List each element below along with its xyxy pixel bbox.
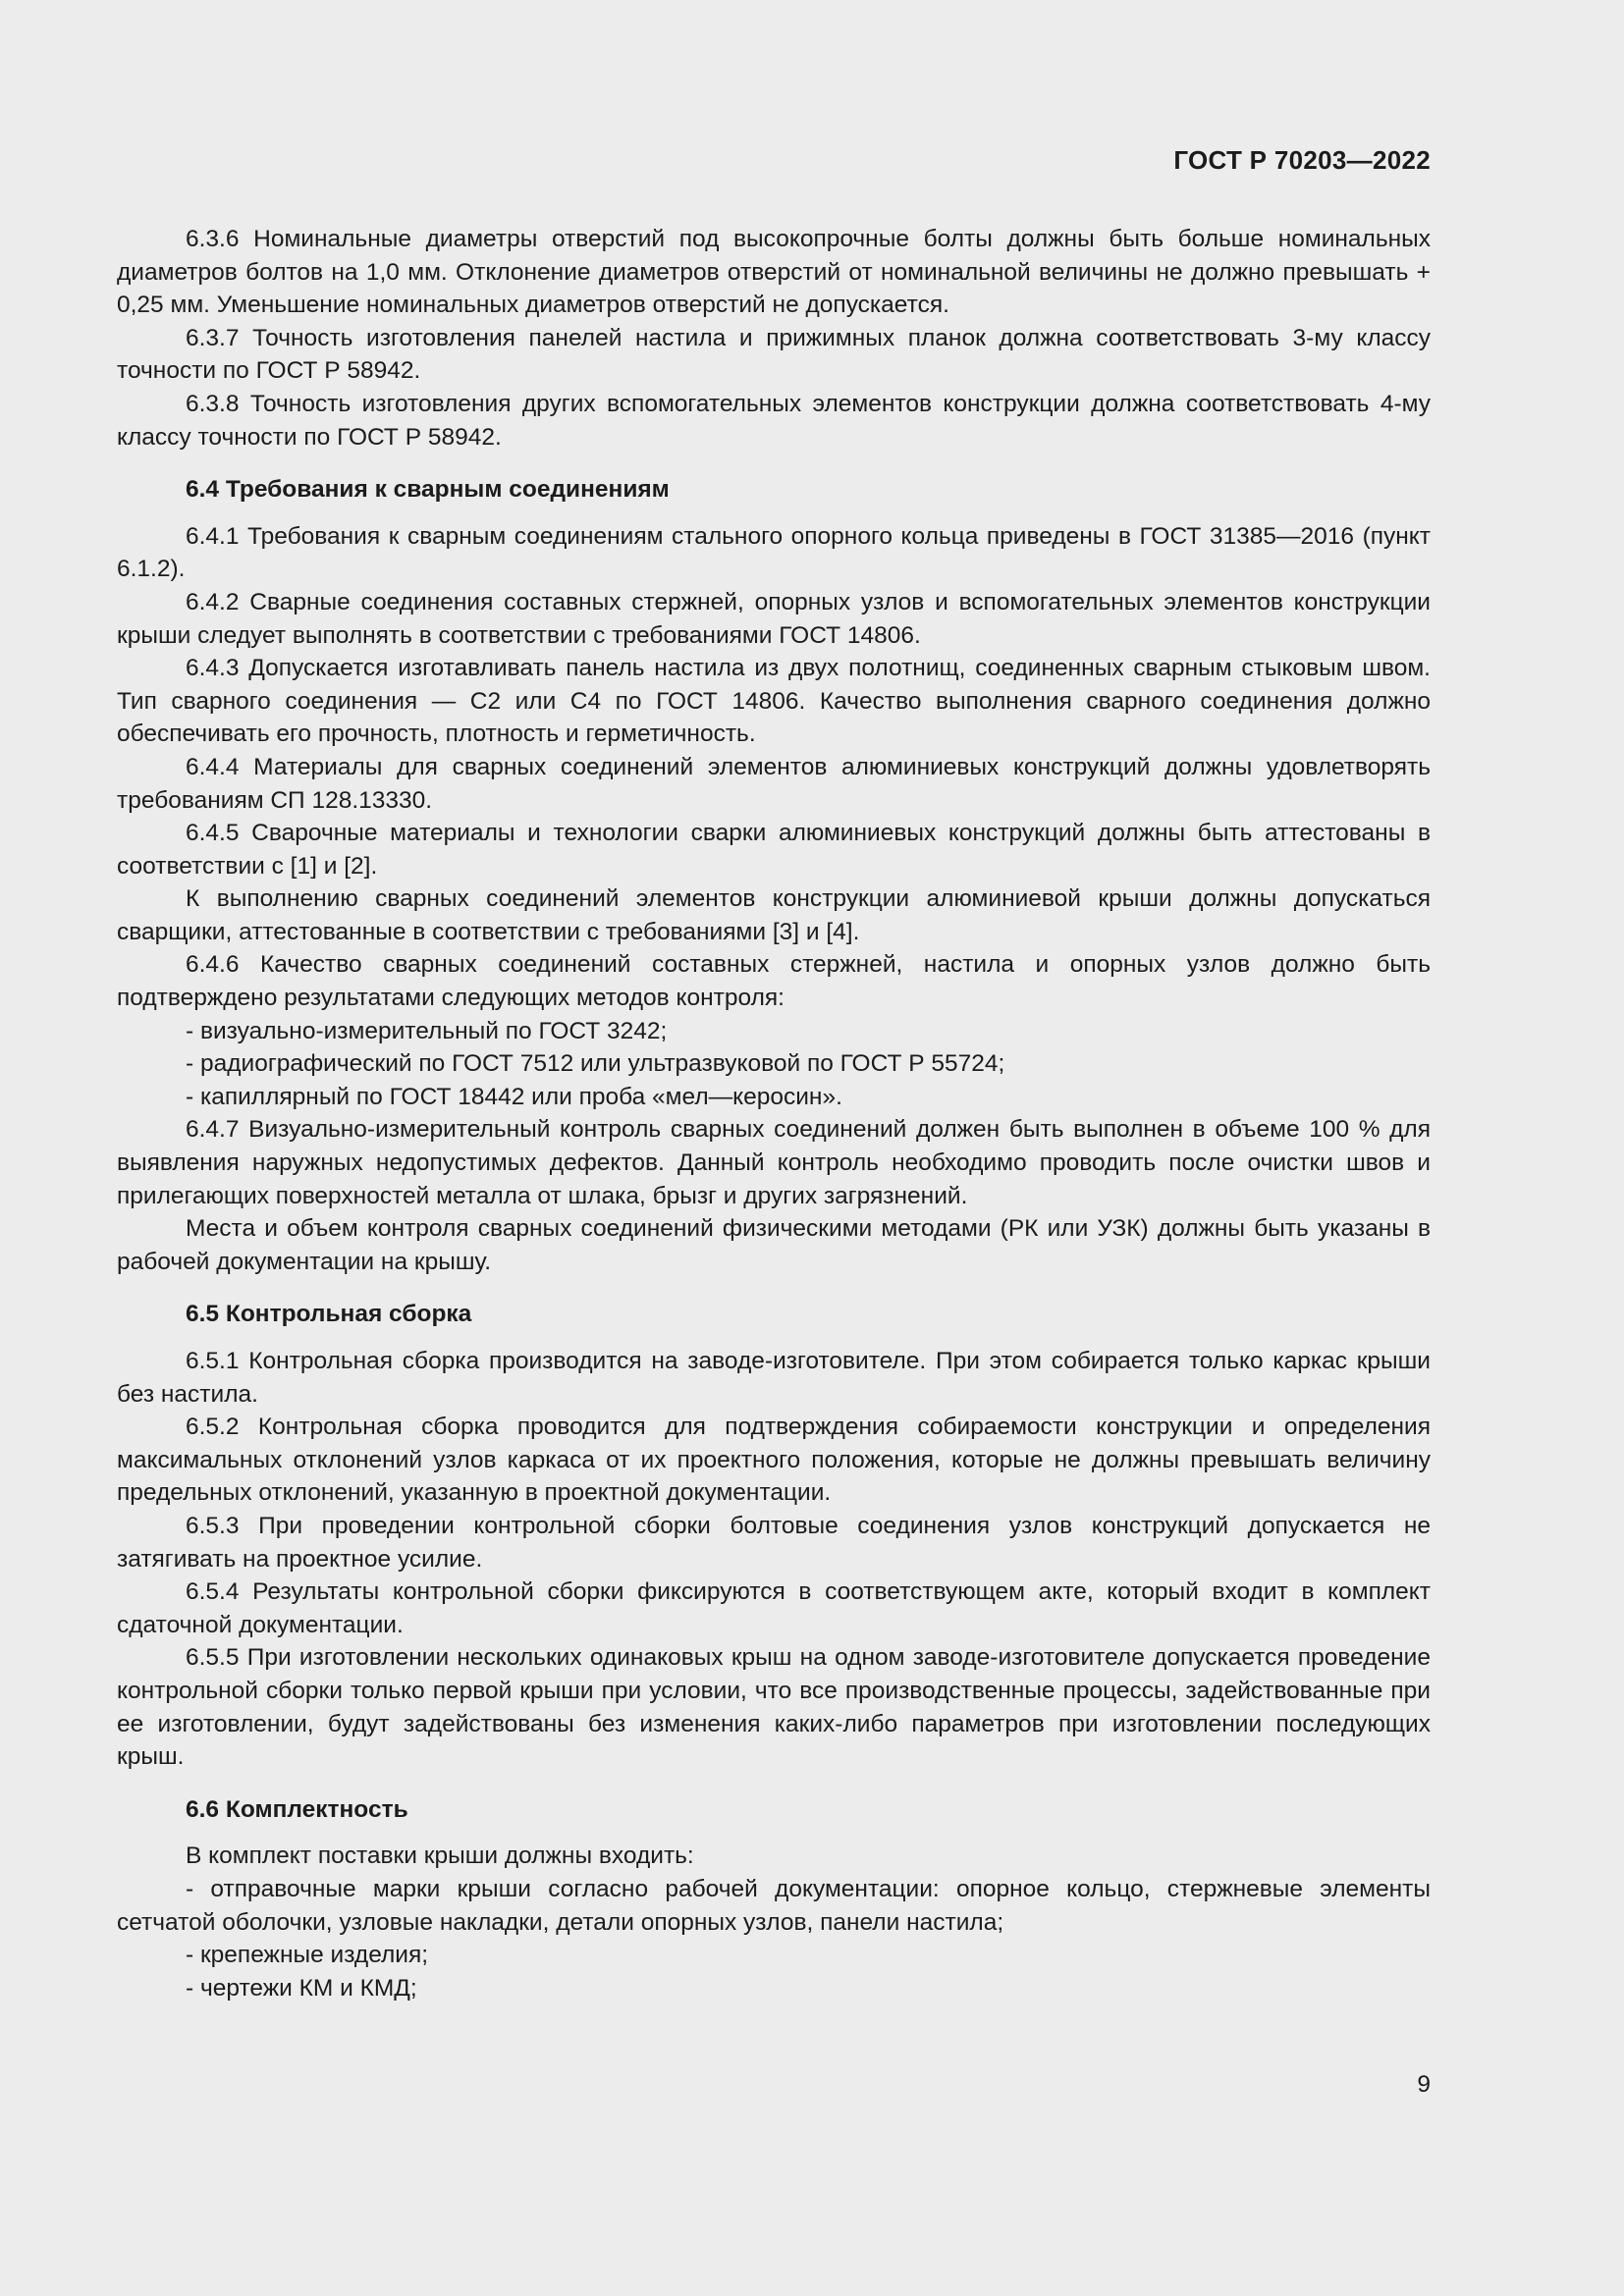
list-item: - крепежные изделия; — [186, 1942, 429, 1969]
clause-6-4-5-welders: К выполнению сварных соединений элементов конструкции алюминиевой крыши должны допускаться сварщики, аттестованные в соответствии с требованиями [3] и [4]. — [117, 885, 1431, 945]
clause-6-4-6: 6.4.6 Качество сварных соединений составных стержней, настила и опорных узлов должно быть подтверждено результатами следующих методов контроля: — [117, 951, 1431, 1012]
document-body — [117, 223, 1431, 2004]
clause-6-4-4: 6.4.4 Материалы для сварных соединений элементов алюминиевых конструкций должны удовлетворять требованиям СП 128.13330. — [117, 753, 1431, 814]
list-item: - радиографический по ГОСТ 7512 или ультразвуковой по ГОСТ Р 55724; — [186, 1050, 1005, 1078]
clause-6-5-3: 6.5.3 При проведении контрольной сборки болтовые соединения узлов конструкций допускается не затягивать на проектное усилие. — [117, 1512, 1431, 1573]
document-header: ГОСТ Р 70203—2022 — [1173, 145, 1431, 175]
clause-6-5-1: 6.5.1 Контрольная сборка производится на заводе-изготовителе. При этом собирается только каркас крыши без настила. — [117, 1348, 1431, 1408]
section-heading-6-6: 6.6 Комплектность — [186, 1795, 408, 1823]
clause-6-4-3: 6.4.3 Допускается изготавливать панель настила из двух полотнищ, соединенных сварным стыковым швом. Тип сварного соединения — С2 или С4 по ГОСТ 14806. Качество выполнения сварного соединения должно обеспечивать его прочность, плотность и герметичность. — [117, 655, 1431, 748]
clause-6-6-intro: В комплект поставки крыши должны входить: — [186, 1842, 694, 1870]
clause-6-3-7: 6.3.7 Точность изготовления панелей настила и прижимных планок должна соответствовать 3-му классу точности по ГОСТ Р 58942. — [117, 324, 1431, 385]
list-item: - чертежи КМ и КМД; — [186, 1974, 417, 2002]
clause-6-4-7: 6.4.7 Визуально-измерительный контроль сварных соединений должен быть выполнен в объеме 100 % для выявления наружных недопустимых дефектов. Данный контроль необходимо проводить после очистки швов и прилегающих поверхностей металла от шлака, брызг и других загрязнений. — [117, 1116, 1431, 1209]
section-heading-6-4: 6.4 Требования к сварным соединениям — [186, 476, 670, 504]
clause-6-4-2: 6.4.2 Сварные соединения составных стержней, опорных узлов и вспомогательных элементов конструкции крыши следует выполнять в соответствии с требованиями ГОСТ 14806. — [117, 588, 1431, 649]
list-item: - отправочные марки крыши согласно рабочей документации: опорное кольцо, стержневые элементы сетчатой оболочки, узловые накладки, детали опорных узлов, панели настила; — [117, 1875, 1431, 1936]
section-heading-6-5: 6.5 Контрольная сборка — [186, 1301, 472, 1328]
page-number: 9 — [1417, 2071, 1431, 2098]
clause-6-3-6: 6.3.6 Номинальные диаметры отверстий под высокопрочные болты должны быть больше номинальных диаметров болтов на 1,0 мм. Отклонение диаметров отверстий от номинальной величины не должно превышать + 0,25 мм. Уменьшение номинальных диаметров отверстий не допускается. — [117, 226, 1431, 319]
clause-6-4-1: 6.4.1 Требования к сварным соединениям стального опорного кольца приведены в ГОСТ 31385—2016 (пункт 6.1.2). — [117, 522, 1431, 583]
list-item: - визуально-измерительный по ГОСТ 3242; — [186, 1017, 668, 1044]
clause-6-5-4: 6.5.4 Результаты контрольной сборки фиксируются в соответствующем акте, который входит в комплект сдаточной документации. — [117, 1578, 1431, 1638]
clause-6-5-5: 6.5.5 При изготовлении нескольких одинаковых крыш на одном заводе-изготовителе допускается проведение контрольной сборки только первой крыши при условии, что все производственные процессы, задействованные при ее изготовлении, будут задействованы без изменения каких-либо параметров при изготовлении последующих крыш. — [117, 1644, 1431, 1771]
clause-6-3-8: 6.3.8 Точность изготовления других вспомогательных элементов конструкции должна соответствовать 4-му классу точности по ГОСТ Р 58942. — [117, 390, 1431, 451]
clause-6-5-2: 6.5.2 Контрольная сборка проводится для подтверждения собираемости конструкции и определения максимальных отклонений узлов каркаса от их проектного положения, которые не должны превышать величину предельных отклонений, указанную в проектной документации. — [117, 1414, 1431, 1507]
clause-6-4-7-extent: Места и объем контроля сварных соединений физическими методами (РК или УЗК) должны быть указаны в рабочей документации на крышу. — [117, 1215, 1431, 1275]
clause-6-4-5: 6.4.5 Сварочные материалы и технологии сварки алюминиевых конструкций должны быть аттестованы в соответствии с [1] и [2]. — [117, 820, 1431, 880]
list-item: - капиллярный по ГОСТ 18442 или проба «мел—керосин». — [186, 1083, 842, 1110]
